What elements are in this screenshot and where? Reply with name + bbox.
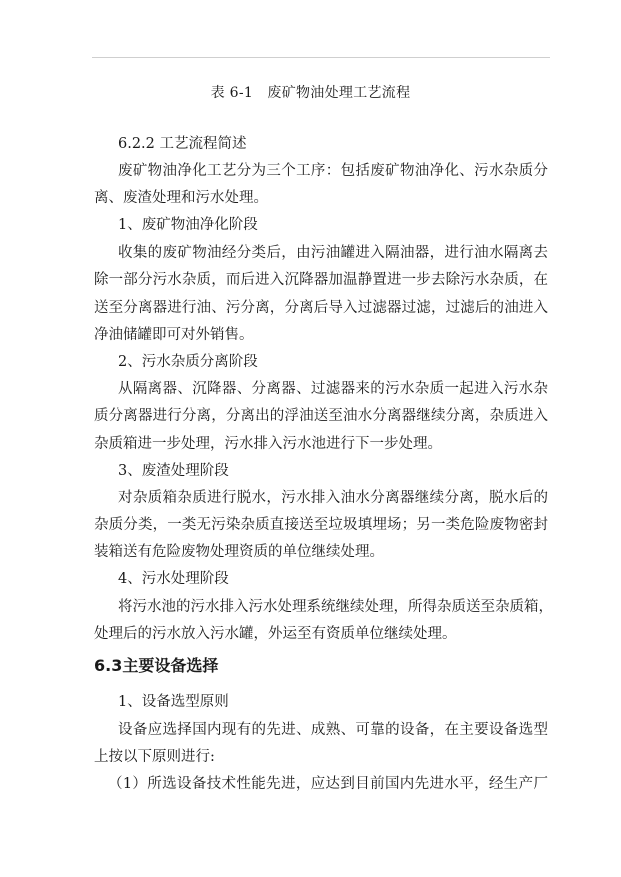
stage3-line-2: 杂质分类，一类无污染杂质直接送至垃圾填埋场；另一类危险废物密封 [94, 517, 548, 533]
stage4-title: 4、污水处理阶段 [118, 571, 229, 587]
stage3-line-3: 装箱送有危险废物处理资质的单位继续处理。 [94, 544, 384, 560]
equipment-line-1: 设备应选择国内现有的先进、成熟、可靠的设备，在主要设备选型 [118, 722, 548, 738]
header-rule [92, 57, 550, 58]
stage1-line-2: 除一部分污水杂质，而后进入沉降器加温静置进一步去除污水杂质，在 [94, 272, 548, 288]
stage2-title: 2、污水杂质分离阶段 [118, 354, 258, 370]
stage2-line-1: 从隔离器、沉降器、分离器、过滤器来的污水杂质一起进入污水杂 [118, 381, 548, 397]
stage2-line-2: 质分离器进行分离，分离出的浮油送至油水分离器继续分离，杂质进入 [94, 408, 548, 424]
equipment-item-1: （1）所选设备技术性能先进，应达到目前国内先进水平，经生产厂 [108, 776, 548, 792]
equipment-title: 1、设备选型原则 [118, 694, 229, 710]
stage1-line-4: 净油储罐即可对外销售。 [94, 327, 254, 343]
section-63-title: 6.3主要设备选择 [94, 656, 219, 675]
table-caption: 表 6-1 废矿物油处理工艺流程 [210, 85, 411, 101]
stage2-line-3: 杂质箱进一步处理，污水排入污水池进行下一步处理。 [94, 436, 442, 452]
stage4-line-1: 将污水池的污水排入污水处理系统继续处理，所得杂质送至杂质箱， [118, 599, 553, 615]
stage4-line-2: 处理后的污水放入污水罐，外运至有资质单位继续处理。 [94, 626, 457, 642]
intro-line-1: 废矿物油净化工艺分为三个工序：包括废矿物油净化、污水杂质分 [118, 163, 548, 179]
intro-line-2: 离、废渣处理和污水处理。 [94, 190, 268, 206]
stage3-line-1: 对杂质箱杂质进行脱水，污水排入油水分离器继续分离，脱水后的 [118, 490, 548, 506]
equipment-line-2: 上按以下原则进行: [94, 749, 215, 765]
stage1-title: 1、废矿物油净化阶段 [118, 217, 258, 233]
stage3-title: 3、废渣处理阶段 [118, 463, 229, 479]
stage1-line-1: 收集的废矿物油经分类后，由污油罐进入隔油器，进行油水隔离去 [118, 245, 548, 261]
section-622-title: 6.2.2 工艺流程简述 [118, 136, 247, 152]
stage1-line-3: 送至分离器进行油、污分离，分离后导入过滤器过滤，过滤后的油进入 [94, 300, 548, 316]
